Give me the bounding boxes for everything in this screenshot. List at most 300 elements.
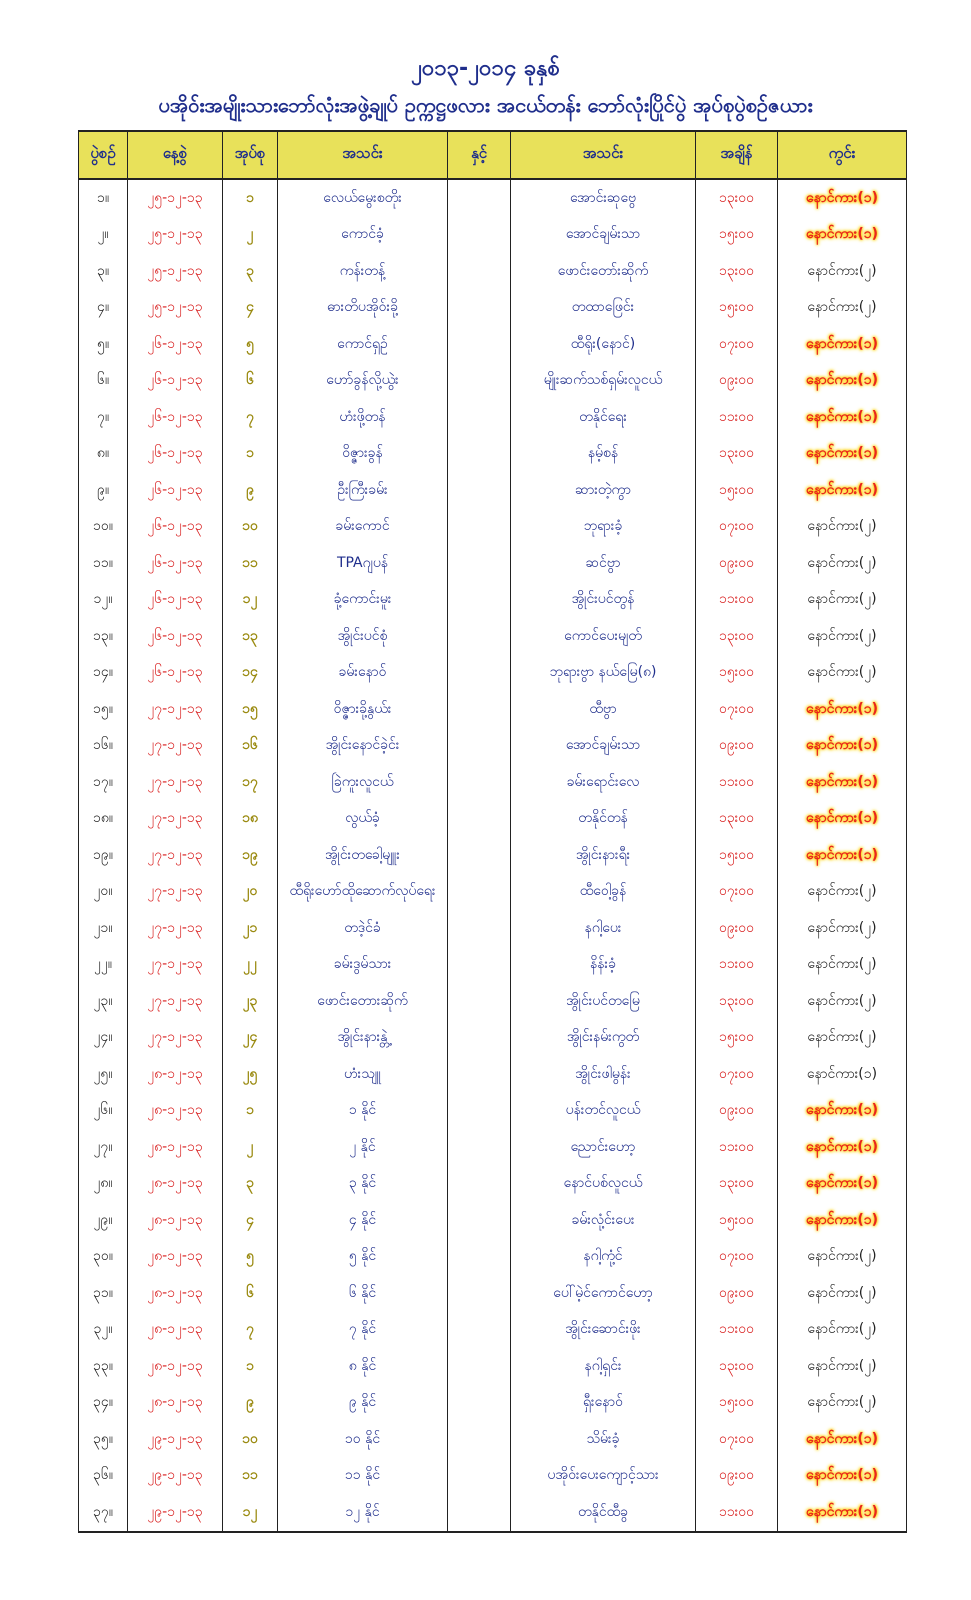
versus-cell	[448, 399, 511, 436]
date-cell: ၂၈-၁၂-၁၃	[128, 1166, 223, 1203]
venue-cell	[778, 1458, 907, 1495]
match-no-cell: ၂၈။	[79, 1166, 128, 1203]
venue-cell	[778, 1494, 907, 1532]
group-cell: ၁	[223, 436, 278, 473]
venue-label: နောင်ကား(၁)	[805, 445, 879, 462]
away-team-cell: ညောင်းဟော့	[511, 1129, 696, 1166]
table-row	[79, 582, 907, 619]
group-cell: ၂၄	[223, 1020, 278, 1057]
schedule-table	[78, 130, 907, 1533]
venue-cell	[778, 1385, 907, 1422]
date-cell: ၂၆-၁၂-၁၃	[128, 472, 223, 509]
group-cell: ၁၄	[223, 655, 278, 692]
time-cell: ၁၁း၀၀	[696, 1129, 778, 1166]
match-no-cell: ၂၇။	[79, 1129, 128, 1166]
table-row	[79, 253, 907, 290]
group-cell: ၂၃	[223, 983, 278, 1020]
versus-cell	[448, 1239, 511, 1276]
home-team-cell: ဦးကြီးခမ်း	[278, 472, 448, 509]
venue-cell	[778, 1129, 907, 1166]
group-cell: ၁၃	[223, 618, 278, 655]
group-cell: ၇	[223, 1312, 278, 1349]
home-team-cell: ဖောင်းတေားဆိုက်	[278, 983, 448, 1020]
table-row	[79, 764, 907, 801]
date-cell: ၂၈-၁၂-၁၃	[128, 1385, 223, 1422]
venue-label: နောင်ကား(၁)	[805, 481, 879, 498]
table-row	[79, 545, 907, 582]
away-team-cell: ဖောင်းတော်းဆိုက်	[511, 253, 696, 290]
group-cell: ၁၂	[223, 1494, 278, 1532]
date-cell: ၂၅-၁၂-၁၃	[128, 253, 223, 290]
home-team-cell: ၄ နိုင်	[278, 1202, 448, 1239]
home-team-cell: ၅ နိုင်	[278, 1239, 448, 1276]
table-row	[79, 983, 907, 1020]
time-cell: ၁၁း၀၀	[696, 947, 778, 984]
group-cell: ၁၆	[223, 728, 278, 765]
group-cell: ၁၀	[223, 1421, 278, 1458]
away-team-cell: ထီဗွာ	[511, 691, 696, 728]
versus-cell	[448, 874, 511, 911]
venue-label: နောင်ကား(၂)	[807, 518, 877, 535]
home-team-cell: ၃ နိုင်	[278, 1166, 448, 1203]
table-row	[79, 1275, 907, 1312]
home-team-cell: ဟံးဖို့တန်	[278, 399, 448, 436]
versus-cell	[448, 436, 511, 473]
versus-cell	[448, 179, 511, 217]
group-cell: ၉	[223, 472, 278, 509]
venue-cell	[778, 837, 907, 874]
match-no-cell: ၅။	[79, 326, 128, 363]
time-cell: ၁၅း၀၀	[696, 1202, 778, 1239]
versus-cell	[448, 545, 511, 582]
versus-cell	[448, 655, 511, 692]
date-cell: ၂၇-၁၂-၁၃	[128, 801, 223, 838]
table-row	[79, 655, 907, 692]
group-cell: ၂၂	[223, 947, 278, 984]
venue-label: နောင်ကား(၂)	[807, 664, 877, 681]
group-cell: ၁၇	[223, 764, 278, 801]
table-row	[79, 801, 907, 838]
venue-cell	[778, 436, 907, 473]
time-cell: ၁၃း၀၀	[696, 436, 778, 473]
away-team-cell: ပန်းတင်လူငယ်	[511, 1093, 696, 1130]
time-cell: ၁၅း၀၀	[696, 217, 778, 254]
group-cell: ၁၀	[223, 509, 278, 546]
match-no-cell: ၁၉။	[79, 837, 128, 874]
table-row	[79, 691, 907, 728]
time-cell: ၁၃း၀၀	[696, 1348, 778, 1385]
venue-label: နောင်ကား(၂)	[807, 627, 877, 644]
away-team-cell: ဆားတဲ့ကွာ	[511, 472, 696, 509]
versus-cell	[448, 1020, 511, 1057]
versus-cell	[448, 1275, 511, 1312]
away-team-cell: ဘုရားဗွာ နယ်မြေ(၈)	[511, 655, 696, 692]
match-no-cell: ၂။	[79, 217, 128, 254]
venue-label: နောင်ကား(၁)	[805, 810, 879, 827]
date-cell: ၂၆-၁၂-၁၃	[128, 582, 223, 619]
time-cell: ၁၃း၀၀	[696, 1166, 778, 1203]
versus-cell	[448, 764, 511, 801]
time-cell: ၀၉း၀၀	[696, 1275, 778, 1312]
table-row	[79, 1494, 907, 1532]
away-team-cell: နောင်ပစ်လူငယ်	[511, 1166, 696, 1203]
time-cell: ၁၃း၀၀	[696, 618, 778, 655]
time-cell: ၀၉း၀၀	[696, 1458, 778, 1495]
venue-label: နောင်ကား(၂)	[807, 956, 877, 973]
table-row	[79, 874, 907, 911]
away-team-cell: အွိုင်းပင်တမြေ	[511, 983, 696, 1020]
venue-cell	[778, 1166, 907, 1203]
versus-cell	[448, 1166, 511, 1203]
match-no-cell: ၁၅။	[79, 691, 128, 728]
match-no-cell: ၁၁။	[79, 545, 128, 582]
venue-cell	[778, 179, 907, 217]
home-team-cell: ဟော်ခွန်လို့ယွဲး	[278, 363, 448, 400]
away-team-cell: အောင်ချမ်းသာ	[511, 217, 696, 254]
time-cell: ၁၅း၀၀	[696, 290, 778, 327]
home-team-cell: ၁၁ နိုင်	[278, 1458, 448, 1495]
home-team-cell: ခြဲကူးလူငယ်	[278, 764, 448, 801]
away-team-cell: ထီရိုး(နောင်)	[511, 326, 696, 363]
date-cell: ၂၉-၁၂-၁၃	[128, 1494, 223, 1532]
group-cell: ၁	[223, 1348, 278, 1385]
group-cell: ၇	[223, 399, 278, 436]
venue-cell	[778, 764, 907, 801]
away-team-cell: ဆင်ဗွာ	[511, 545, 696, 582]
match-no-cell: ၇။	[79, 399, 128, 436]
versus-cell	[448, 217, 511, 254]
group-cell: ၁၁	[223, 545, 278, 582]
date-cell: ၂၆-၁၂-၁၃	[128, 509, 223, 546]
time-cell: ၀၇း၀၀	[696, 509, 778, 546]
home-team-cell: ကန်းတန့်	[278, 253, 448, 290]
group-cell: ၄	[223, 1202, 278, 1239]
time-cell: ၁၃း၀၀	[696, 983, 778, 1020]
versus-cell	[448, 910, 511, 947]
date-cell: ၂၆-၁၂-၁၃	[128, 618, 223, 655]
venue-label: နောင်ကား(၁)	[805, 189, 879, 206]
versus-cell	[448, 947, 511, 984]
header-date: နေ့စွဲ	[128, 131, 223, 179]
match-no-cell: ၆။	[79, 363, 128, 400]
versus-cell	[448, 1421, 511, 1458]
table-row	[79, 947, 907, 984]
venue-cell	[778, 1239, 907, 1276]
versus-cell	[448, 1458, 511, 1495]
venue-label: နောင်ကား(၁)	[805, 408, 879, 425]
group-cell: ၃	[223, 253, 278, 290]
away-team-cell: အွိုင်းဆောင်းဖိုး	[511, 1312, 696, 1349]
page-title: ပအိုဝ်းအမျိုးသားဘော်လုံးအဖွဲ့ချုပ် ဥက္ကဋ္ဌဖလား အငယ်တန်း ဘော်လုံးပြိုင်ပွဲ အုပ်စုပွဲစဉ်ဇယား	[158, 93, 813, 117]
venue-label: နောင်ကား(၁)	[805, 1211, 879, 1228]
group-cell: ၁၈	[223, 801, 278, 838]
match-no-cell: ၃၀။	[79, 1239, 128, 1276]
time-cell: ၀၉း၀၀	[696, 910, 778, 947]
home-team-cell: ခုံ့ကောင်းမူး	[278, 582, 448, 619]
group-cell: ၆	[223, 1275, 278, 1312]
group-cell: ၁၁	[223, 1458, 278, 1495]
time-cell: ၁၁း၀၀	[696, 399, 778, 436]
date-cell: ၂၇-၁၂-၁၃	[128, 764, 223, 801]
venue-cell	[778, 910, 907, 947]
header-group: အုပ်စု	[223, 131, 278, 179]
date-cell: ၂၆-၁၂-၁၃	[128, 545, 223, 582]
match-no-cell: ၂၀။	[79, 874, 128, 911]
time-cell: ၁၅း၀၀	[696, 837, 778, 874]
home-team-cell: ၁၂ နိုင်	[278, 1494, 448, 1532]
versus-cell	[448, 1056, 511, 1093]
versus-cell	[448, 1093, 511, 1130]
match-no-cell: ၈။	[79, 436, 128, 473]
away-team-cell: အွိုင်းနမ်းကွတ်	[511, 1020, 696, 1057]
home-team-cell: ဓားတိပအိုဝ်းခို့	[278, 290, 448, 327]
venue-cell	[778, 1348, 907, 1385]
table-row	[79, 1385, 907, 1422]
away-team-cell: ပအိုဝ်းပေးကျောင့်သား	[511, 1458, 696, 1495]
table-row	[79, 179, 907, 217]
date-cell: ၂၅-၁၂-၁၃	[128, 217, 223, 254]
match-no-cell: ၃၅။	[79, 1421, 128, 1458]
venue-cell	[778, 217, 907, 254]
venue-label: နောင်ကား(၂)	[807, 1394, 877, 1411]
date-cell: ၂၉-၁၂-၁၃	[128, 1421, 223, 1458]
table-row	[79, 1093, 907, 1130]
venue-label: နောင်ကား(၁)	[805, 226, 879, 243]
away-team-cell: တနိုင်တန်	[511, 801, 696, 838]
date-cell: ၂၈-၁၂-၁၃	[128, 1093, 223, 1130]
match-no-cell: ၁၄။	[79, 655, 128, 692]
venue-label: နောင်ကား(၂)	[807, 554, 877, 571]
group-cell: ၁၂	[223, 582, 278, 619]
time-cell: ၁၁း၀၀	[696, 1312, 778, 1349]
venue-label: နောင်ကား(၂)	[807, 299, 877, 316]
home-team-cell: အွိုင်းနားန္တဲ့	[278, 1020, 448, 1057]
group-cell: ၂၅	[223, 1056, 278, 1093]
home-team-cell: အွိုင်းပင်စုံ	[278, 618, 448, 655]
versus-cell	[448, 1312, 511, 1349]
group-cell: ၅	[223, 326, 278, 363]
home-team-cell: အွိုင်းနောင်ခဲ့င်း	[278, 728, 448, 765]
versus-cell	[448, 290, 511, 327]
versus-cell	[448, 363, 511, 400]
home-team-cell: ထီရိုးဟော်ထိုဆောက်လုပ်ရေး	[278, 874, 448, 911]
group-cell: ၂၁	[223, 910, 278, 947]
home-team-cell: ဟံးသျူ	[278, 1056, 448, 1093]
home-team-cell: ၁ နိုင်	[278, 1093, 448, 1130]
group-cell: ၅	[223, 1239, 278, 1276]
away-team-cell: သိမ်းခံ့	[511, 1421, 696, 1458]
time-cell: ၀၇း၀၀	[696, 874, 778, 911]
home-team-cell: ခမ်းနောဝ်	[278, 655, 448, 692]
venue-cell	[778, 1275, 907, 1312]
date-cell: ၂၈-၁၂-၁၃	[128, 1129, 223, 1166]
table-row	[79, 399, 907, 436]
match-no-cell: ၁၈။	[79, 801, 128, 838]
table-row	[79, 436, 907, 473]
venue-cell	[778, 399, 907, 436]
away-team-cell: အွိုင်းနားရီး	[511, 837, 696, 874]
match-no-cell: ၁၆။	[79, 728, 128, 765]
venue-label: နောင်ကား(၁)	[805, 846, 879, 863]
home-team-cell: ခမ်းကောင်	[278, 509, 448, 546]
versus-cell	[448, 326, 511, 363]
date-cell: ၂၆-၁၂-၁၃	[128, 363, 223, 400]
venue-cell	[778, 1093, 907, 1130]
time-cell: ၀၉း၀၀	[696, 363, 778, 400]
time-cell: ၀၇း၀၀	[696, 1056, 778, 1093]
home-team-cell: ၁၀ နိုင်	[278, 1421, 448, 1458]
time-cell: ၁၁း၀၀	[696, 764, 778, 801]
home-team-cell: လွယ်ခံ့	[278, 801, 448, 838]
away-team-cell: အောင်းဆုဗွေ	[511, 179, 696, 217]
table-row	[79, 1056, 907, 1093]
group-cell: ၂	[223, 217, 278, 254]
venue-cell	[778, 1421, 907, 1458]
away-team-cell: နဂါ့ရှင်း	[511, 1348, 696, 1385]
venue-label: နောင်ကား(၁)	[805, 1138, 879, 1155]
header-versus: နှင့်	[448, 131, 511, 179]
versus-cell	[448, 1494, 511, 1532]
table-row	[79, 1312, 907, 1349]
home-team-cell: တဒဲ့င်ခံ	[278, 910, 448, 947]
table-row	[79, 1166, 907, 1203]
venue-cell	[778, 509, 907, 546]
venue-cell	[778, 472, 907, 509]
away-team-cell: ရှီးနောဝ်	[511, 1385, 696, 1422]
venue-cell	[778, 874, 907, 911]
venue-label: နောင်ကား(၁)	[805, 1467, 879, 1484]
date-cell: ၂၅-၁၂-၁၃	[128, 290, 223, 327]
away-team-cell: နဂါ့ကုံ့င်	[511, 1239, 696, 1276]
date-cell: ၂၆-၁၂-၁၃	[128, 399, 223, 436]
away-team-cell: ဘုရားခံ့	[511, 509, 696, 546]
away-team-cell: မျိုးဆက်သစ်ရှမ်းလူငယ်	[511, 363, 696, 400]
venue-cell	[778, 655, 907, 692]
date-cell: ၂၉-၁၂-၁၃	[128, 1458, 223, 1495]
away-team-cell: ကောင်ပေးမျတ်	[511, 618, 696, 655]
time-cell: ၀၇း၀၀	[696, 1421, 778, 1458]
venue-cell	[778, 582, 907, 619]
header-team-home: အသင်း	[278, 131, 448, 179]
date-cell: ၂၈-၁၂-၁၃	[128, 1348, 223, 1385]
date-cell: ၂၅-၁၂-၁၃	[128, 179, 223, 217]
table-row	[79, 363, 907, 400]
versus-cell	[448, 801, 511, 838]
match-no-cell: ၁၃။	[79, 618, 128, 655]
venue-cell	[778, 1202, 907, 1239]
venue-label: နောင်ကား(၁)	[805, 1503, 879, 1520]
away-team-cell: အွိုင်းဖါမွန်း	[511, 1056, 696, 1093]
table-row	[79, 910, 907, 947]
away-team-cell: နဂါ့ပေး	[511, 910, 696, 947]
home-team-cell: ဝိဇ္ဇားခို့နွယ်း	[278, 691, 448, 728]
date-cell: ၂၈-၁၂-၁၃	[128, 1202, 223, 1239]
match-no-cell: ၂၄။	[79, 1020, 128, 1057]
venue-cell	[778, 363, 907, 400]
date-cell: ၂၆-၁၂-၁၃	[128, 436, 223, 473]
venue-label: နောင်ကား(၁)	[805, 773, 879, 790]
away-team-cell: တနိုင်ရေး	[511, 399, 696, 436]
home-team-cell: ၈ နိုင်	[278, 1348, 448, 1385]
venue-label: နောင်ကား(၂)	[807, 1248, 877, 1265]
date-cell: ၂၆-၁၂-၁၃	[128, 326, 223, 363]
page-title-year: ၂၀၁၃-၂၀၁၄ ခုနှစ်	[411, 56, 560, 81]
venue-label: နောင်ကား(၁)	[805, 335, 879, 352]
match-no-cell: ၂၆။	[79, 1093, 128, 1130]
time-cell: ၁၁း၀၀	[696, 1494, 778, 1532]
home-team-cell: ဝိဇ္ဇားခွန်	[278, 436, 448, 473]
match-no-cell: ၁၀။	[79, 509, 128, 546]
table-header-row	[79, 131, 907, 179]
away-team-cell: အောင်ချမ်းသာ	[511, 728, 696, 765]
table-row	[79, 1202, 907, 1239]
match-no-cell: ၃၂။	[79, 1312, 128, 1349]
match-no-cell: ၂၂။	[79, 947, 128, 984]
table-row	[79, 472, 907, 509]
date-cell: ၂၈-၁၂-၁၃	[128, 1312, 223, 1349]
group-cell: ၂၀	[223, 874, 278, 911]
group-cell: ၁၉	[223, 837, 278, 874]
match-no-cell: ၁၇။	[79, 764, 128, 801]
match-no-cell: ၃၆။	[79, 1458, 128, 1495]
table-row	[79, 1239, 907, 1276]
venue-cell	[778, 618, 907, 655]
away-team-cell: အွိုင်းပင်တွန်	[511, 582, 696, 619]
match-no-cell: ၁၂။	[79, 582, 128, 619]
away-team-cell: နိန်းခံ့	[511, 947, 696, 984]
venue-cell	[778, 1312, 907, 1349]
time-cell: ၀၇း၀၀	[696, 691, 778, 728]
versus-cell	[448, 618, 511, 655]
venue-cell	[778, 691, 907, 728]
table-row	[79, 837, 907, 874]
table-row	[79, 1020, 907, 1057]
date-cell: ၂၇-၁၂-၁၃	[128, 874, 223, 911]
date-cell: ၂၇-၁၂-၁၃	[128, 947, 223, 984]
versus-cell	[448, 728, 511, 765]
versus-cell	[448, 1348, 511, 1385]
date-cell: ၂၆-၁၂-၁၃	[128, 655, 223, 692]
group-cell: ၁	[223, 179, 278, 217]
group-cell: ၄	[223, 290, 278, 327]
table-row	[79, 217, 907, 254]
venue-cell	[778, 728, 907, 765]
header-team-away: အသင်း	[511, 131, 696, 179]
venue-label: နောင်ကား(၂)	[807, 1357, 877, 1374]
venue-label: နောင်ကား(၁)	[805, 1102, 879, 1119]
venue-cell	[778, 1056, 907, 1093]
versus-cell	[448, 582, 511, 619]
venue-label: နောင်ကား(၁)	[805, 737, 879, 754]
date-cell: ၂၈-၁၂-၁၃	[128, 1239, 223, 1276]
group-cell: ၆	[223, 363, 278, 400]
home-team-cell: ခမ်းဒွမ်သား	[278, 947, 448, 984]
versus-cell	[448, 472, 511, 509]
home-team-cell: အွိုင်းတခေါ့မျူး	[278, 837, 448, 874]
time-cell: ၀၇း၀၀	[696, 326, 778, 363]
match-no-cell: ၃၇။	[79, 1494, 128, 1532]
venue-label: နောင်ကား(၁)	[805, 1430, 879, 1447]
home-team-cell: ကောင်ခံ့	[278, 217, 448, 254]
time-cell: ၀၉း၀၀	[696, 545, 778, 582]
match-no-cell: ၂၉။	[79, 1202, 128, 1239]
home-team-cell: ၂ နိုင်	[278, 1129, 448, 1166]
venue-label: နောင်ကား(၁)	[805, 1175, 879, 1192]
date-cell: ၂၈-၁၂-၁၃	[128, 1275, 223, 1312]
versus-cell	[448, 983, 511, 1020]
venue-cell	[778, 983, 907, 1020]
home-team-cell: ကောင်ရှဉ်	[278, 326, 448, 363]
